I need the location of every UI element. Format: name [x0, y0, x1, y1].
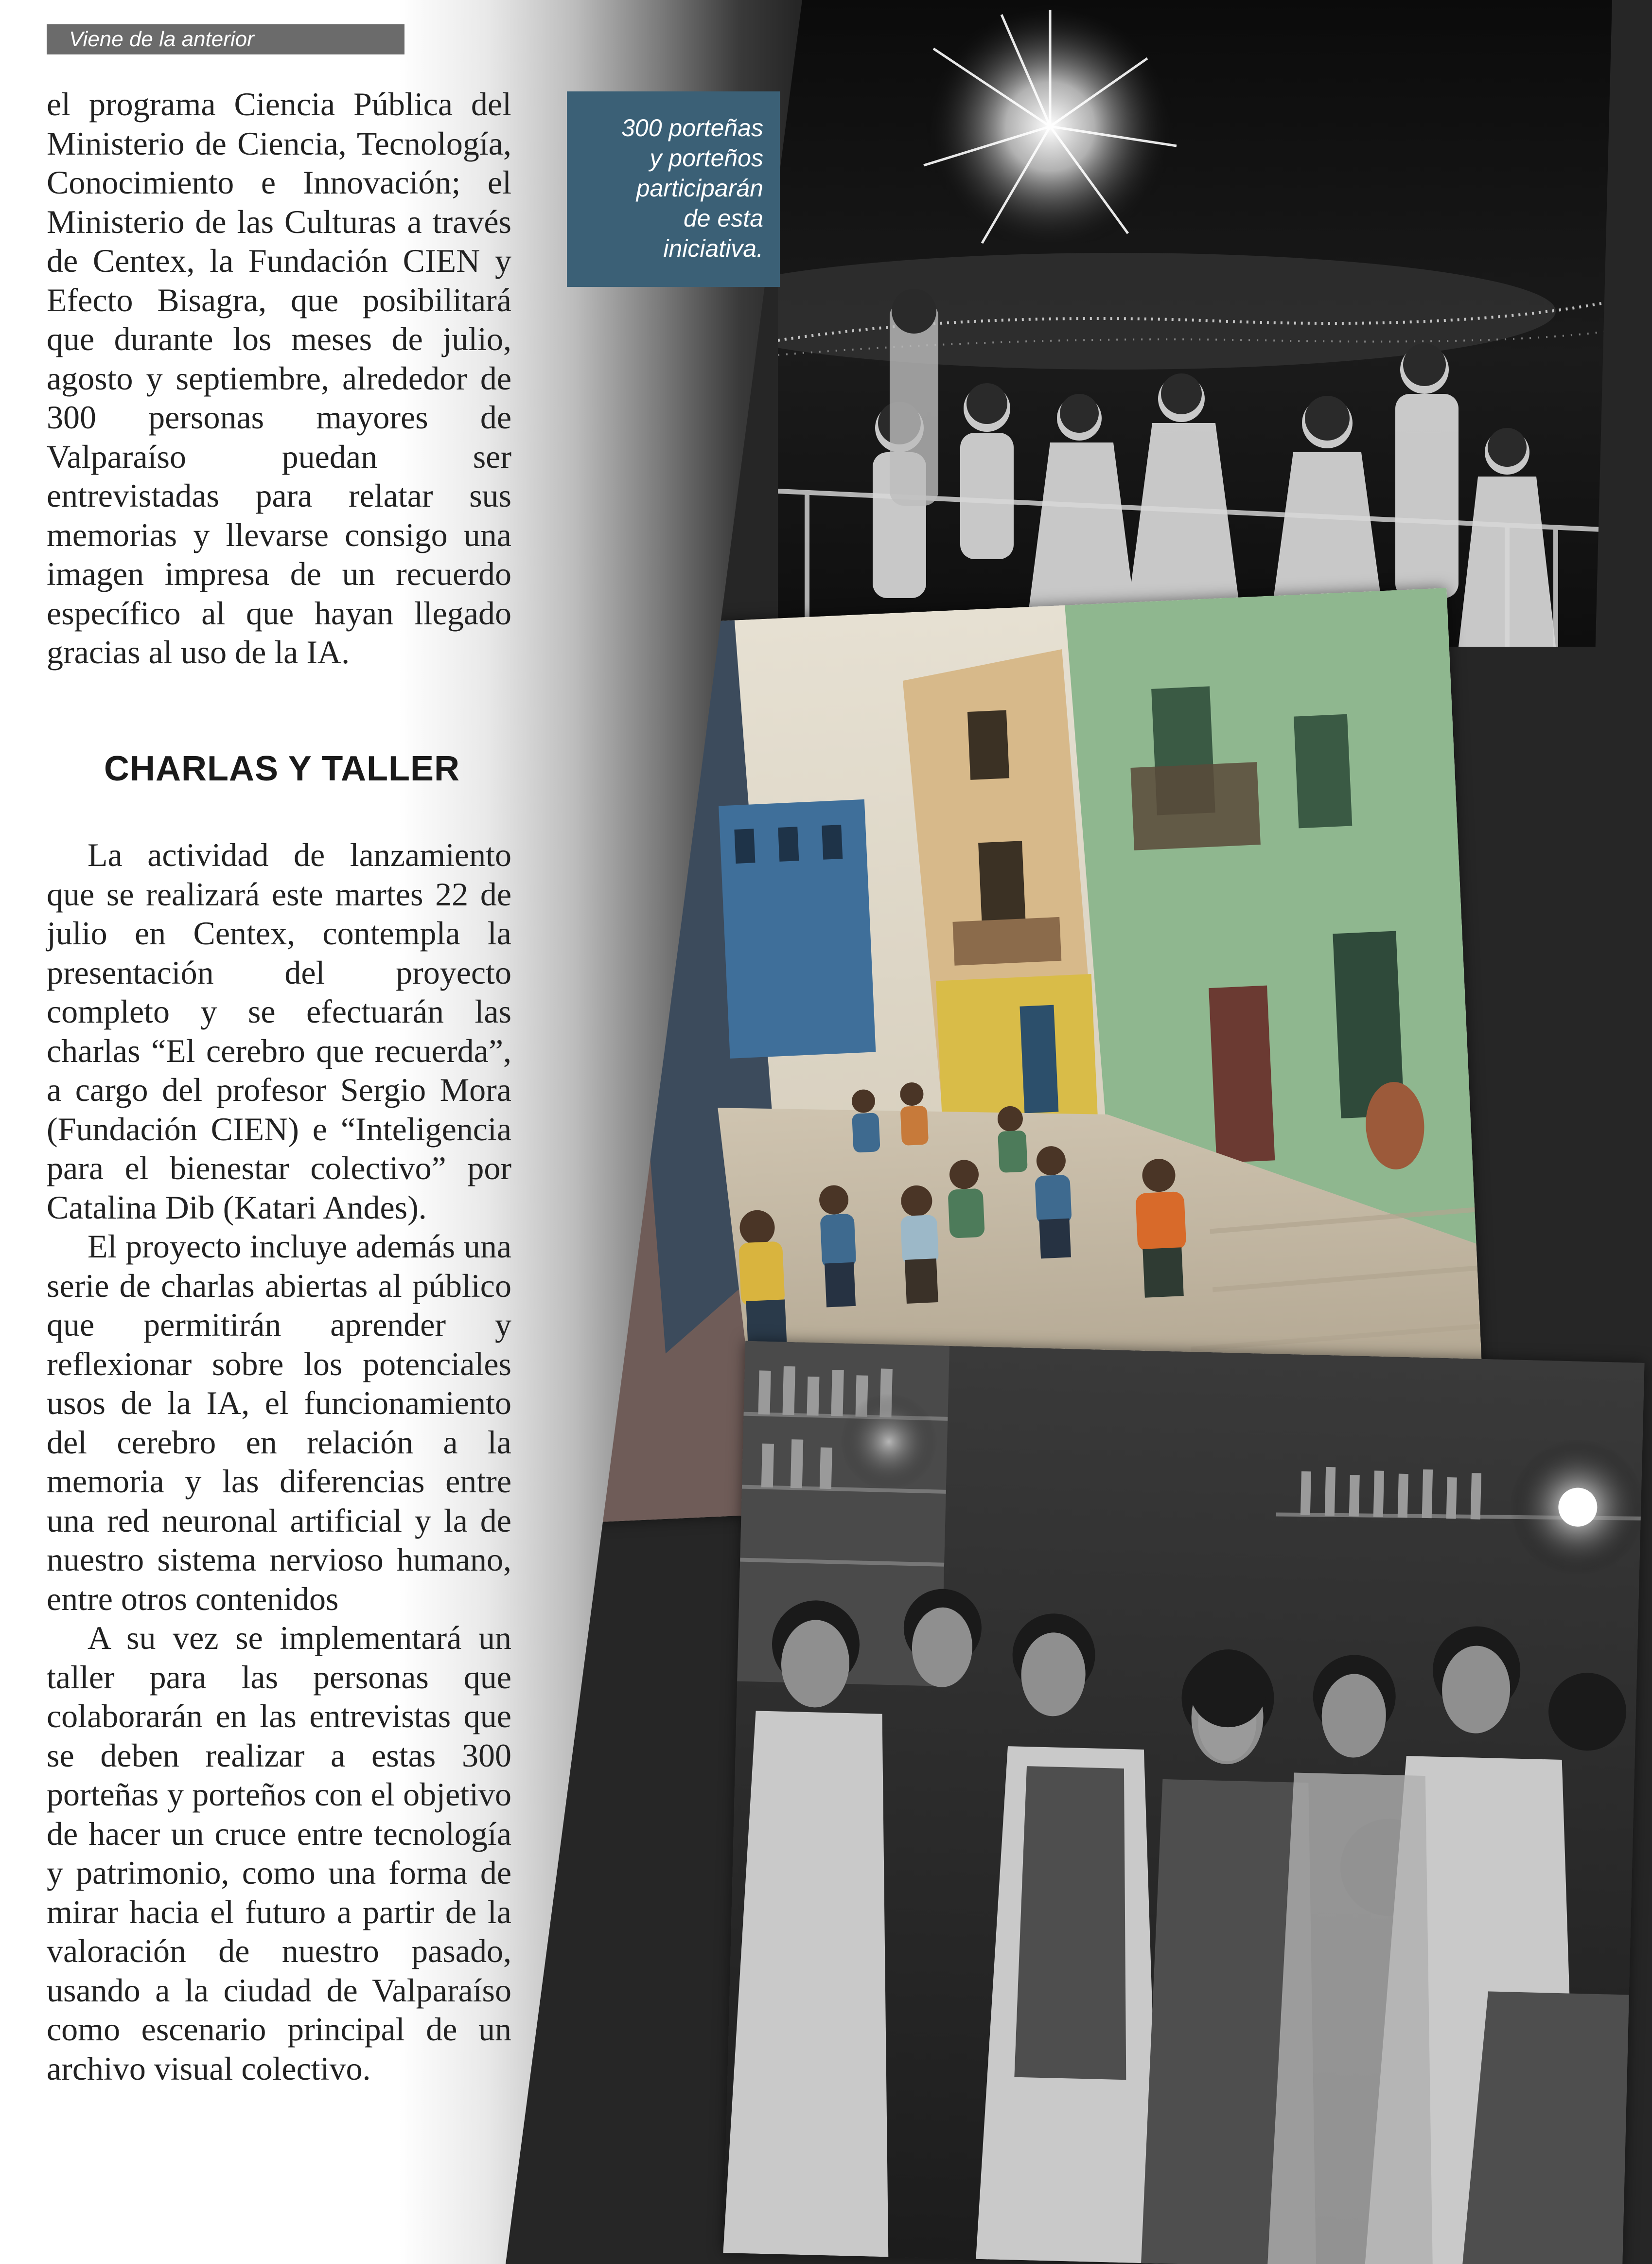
section-heading: CHARLAS Y TALLER: [104, 749, 460, 788]
pull-quote-callout: [567, 91, 780, 287]
paragraph-workshop: A su vez se implementará un taller para las personas que colaborarán en las entrevistas que se deben realizar a estas 300 porteñas y porteños con el objetivo de hacer un cruce entre tecnología y patrimonio, como una forma de mirar hacia el futuro a partir de la valoración de nuestro pasado, usando a la ciudad de Valparaíso como escenario principal de un archivo visual colectivo.: [47, 1619, 511, 2087]
fireworks-image: [778, 0, 1612, 647]
paragraph-talks: El proyecto incluye además una serie de charlas abiertas al público que permitirán aprender y reflexionar sobre los potenciales usos de la IA, el funcionamiento del cerebro en relación a la memoria y las diferencias entre una red neuronal artificial y la de nuestro sistema nervioso humano, entre otros contenidos: [47, 1228, 511, 1617]
continuation-label: Viene de la anterior: [47, 24, 404, 54]
photo-fireworks: [778, 0, 1612, 647]
callout-line-1: 300 porteñas: [621, 114, 763, 142]
callout-line-4: de esta: [683, 205, 763, 232]
paragraph-launch: La actividad de lanzamiento que se realizará este martes 22 de julio en Centex, contempla la presentación del proyecto completo y se efectuarán las charlas “El cerebro que recuerda”, a cargo del profesor Sergio Mora (Fundación CIEN) e “Inteligencia para el bienestar colectivo” por Catalina Dib (Katari Andes).: [47, 836, 511, 1226]
article-intro: [47, 85, 511, 672]
photo-bar-dancers: [723, 1341, 1644, 2264]
callout-line-3: participarán: [636, 175, 763, 202]
callout-line-5: iniciativa.: [663, 235, 763, 262]
paragraph-intro: el programa Ciencia Pública del Ministerio de Ciencia, Tecnología, Conocimiento e Innovación; el Ministerio de las Culturas a través de Centex, la Fundación CIEN y Efecto Bisagra, que posibilitará que durante los meses de julio, agosto y septiembre, alrededor de 300 personas mayores de Valparaíso puedan ser entrevistadas para relatar sus memorias y llevarse consigo una imagen impresa de un recuerdo específico al que hayan llegado gracias al uso de la IA.: [47, 86, 511, 671]
callout-line-2: y porteños: [650, 144, 763, 172]
article-body: [47, 835, 511, 2088]
bar-image: [723, 1341, 1644, 2264]
